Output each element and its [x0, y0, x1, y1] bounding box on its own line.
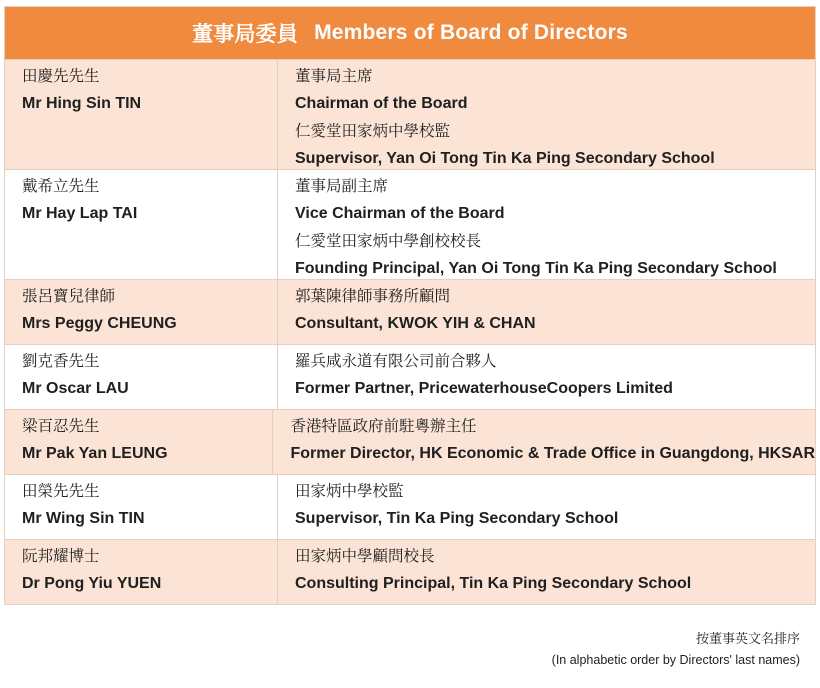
- table-row: [5, 539, 815, 604]
- member-name-cell: [5, 345, 278, 409]
- role-zh: 董事局副主席: [295, 177, 389, 195]
- role-en: Founding Principal, Yan Oi Tong Tin Ka Ping Secondary School: [295, 260, 777, 277]
- table-row: [5, 344, 815, 409]
- role-en: Supervisor, Yan Oi Tong Tin Ka Ping Secondary School: [295, 150, 715, 167]
- member-name-cell: [5, 475, 278, 539]
- member-name-zh: 阮邦耀博士: [22, 547, 100, 565]
- member-role-cell: [273, 410, 815, 474]
- header-title-zh: 董事局委員: [192, 22, 299, 46]
- table-row: [5, 59, 815, 169]
- member-name-zh: 田慶先先生: [22, 67, 100, 85]
- role-zh: 田家炳中學顧問校長: [295, 547, 435, 565]
- role-en: Vice Chairman of the Board: [295, 205, 505, 222]
- table-row: [5, 279, 815, 344]
- role-zh: 郭葉陳律師事務所顧問: [295, 287, 451, 305]
- role-zh: 田家炳中學校監: [295, 482, 404, 500]
- table-row: [5, 409, 815, 474]
- member-name-zh: 劉克香先生: [22, 352, 100, 370]
- member-name-zh: 田榮先先生: [22, 482, 100, 500]
- sort-order-footnote: [552, 630, 800, 670]
- member-role-cell: [278, 60, 815, 169]
- role-en: Chairman of the Board: [295, 95, 468, 112]
- role-en: Former Partner, PricewaterhouseCoopers Limited: [295, 380, 673, 397]
- table-row: [5, 169, 815, 279]
- role-zh: 董事局主席: [295, 67, 373, 85]
- role-en: Consultant, KWOK YIH & CHAN: [295, 315, 536, 332]
- member-name-en: Mr Pak Yan LEUNG: [22, 445, 168, 462]
- table-header-banner: [5, 7, 815, 59]
- member-role-cell: [278, 280, 815, 344]
- member-name-zh: 戴希立先生: [22, 177, 100, 195]
- role-zh: 羅兵咸永道有限公司前合夥人: [295, 352, 497, 370]
- member-name-zh: 梁百忍先生: [22, 417, 100, 435]
- footnote-zh: 按董事英文名排序: [695, 632, 800, 647]
- member-name-en: Mr Hay Lap TAI: [22, 205, 138, 222]
- member-role-cell: [278, 345, 815, 409]
- member-role-cell: [278, 475, 815, 539]
- member-role-cell: [278, 540, 815, 604]
- footnote-en: (In alphabetic order by Directors' last names): [551, 653, 800, 667]
- member-name-en: Mr Wing Sin TIN: [22, 510, 145, 527]
- member-name-en: Dr Pong Yiu YUEN: [22, 575, 162, 592]
- member-name-cell: [5, 540, 278, 604]
- member-name-en: Mr Hing Sin TIN: [22, 95, 142, 112]
- role-zh: 仁愛堂田家炳中學校監: [295, 122, 451, 140]
- role-en: Consulting Principal, Tin Ka Ping Secondary School: [295, 575, 692, 592]
- table-row: [5, 474, 815, 539]
- role-zh: 香港特區政府前駐粵辦主任: [290, 417, 477, 435]
- member-name-cell: [5, 170, 278, 279]
- header-title-en: Members of Board of Directors: [314, 21, 628, 44]
- member-role-cell: [278, 170, 815, 279]
- role-en: Former Director, HK Economic & Trade Office in Guangdong, HKSAR: [290, 445, 815, 462]
- member-name-cell: [5, 60, 278, 169]
- member-name-zh: 張呂寶兒律師: [22, 287, 116, 305]
- member-name-en: Mrs Peggy CHEUNG: [22, 315, 177, 332]
- board-members-table: [4, 6, 816, 605]
- role-en: Supervisor, Tin Ka Ping Secondary School: [295, 510, 619, 527]
- member-name-cell: [5, 410, 273, 474]
- member-name-en: Mr Oscar LAU: [22, 380, 129, 397]
- member-name-cell: [5, 280, 278, 344]
- role-zh: 仁愛堂田家炳中學創校校長: [295, 232, 482, 250]
